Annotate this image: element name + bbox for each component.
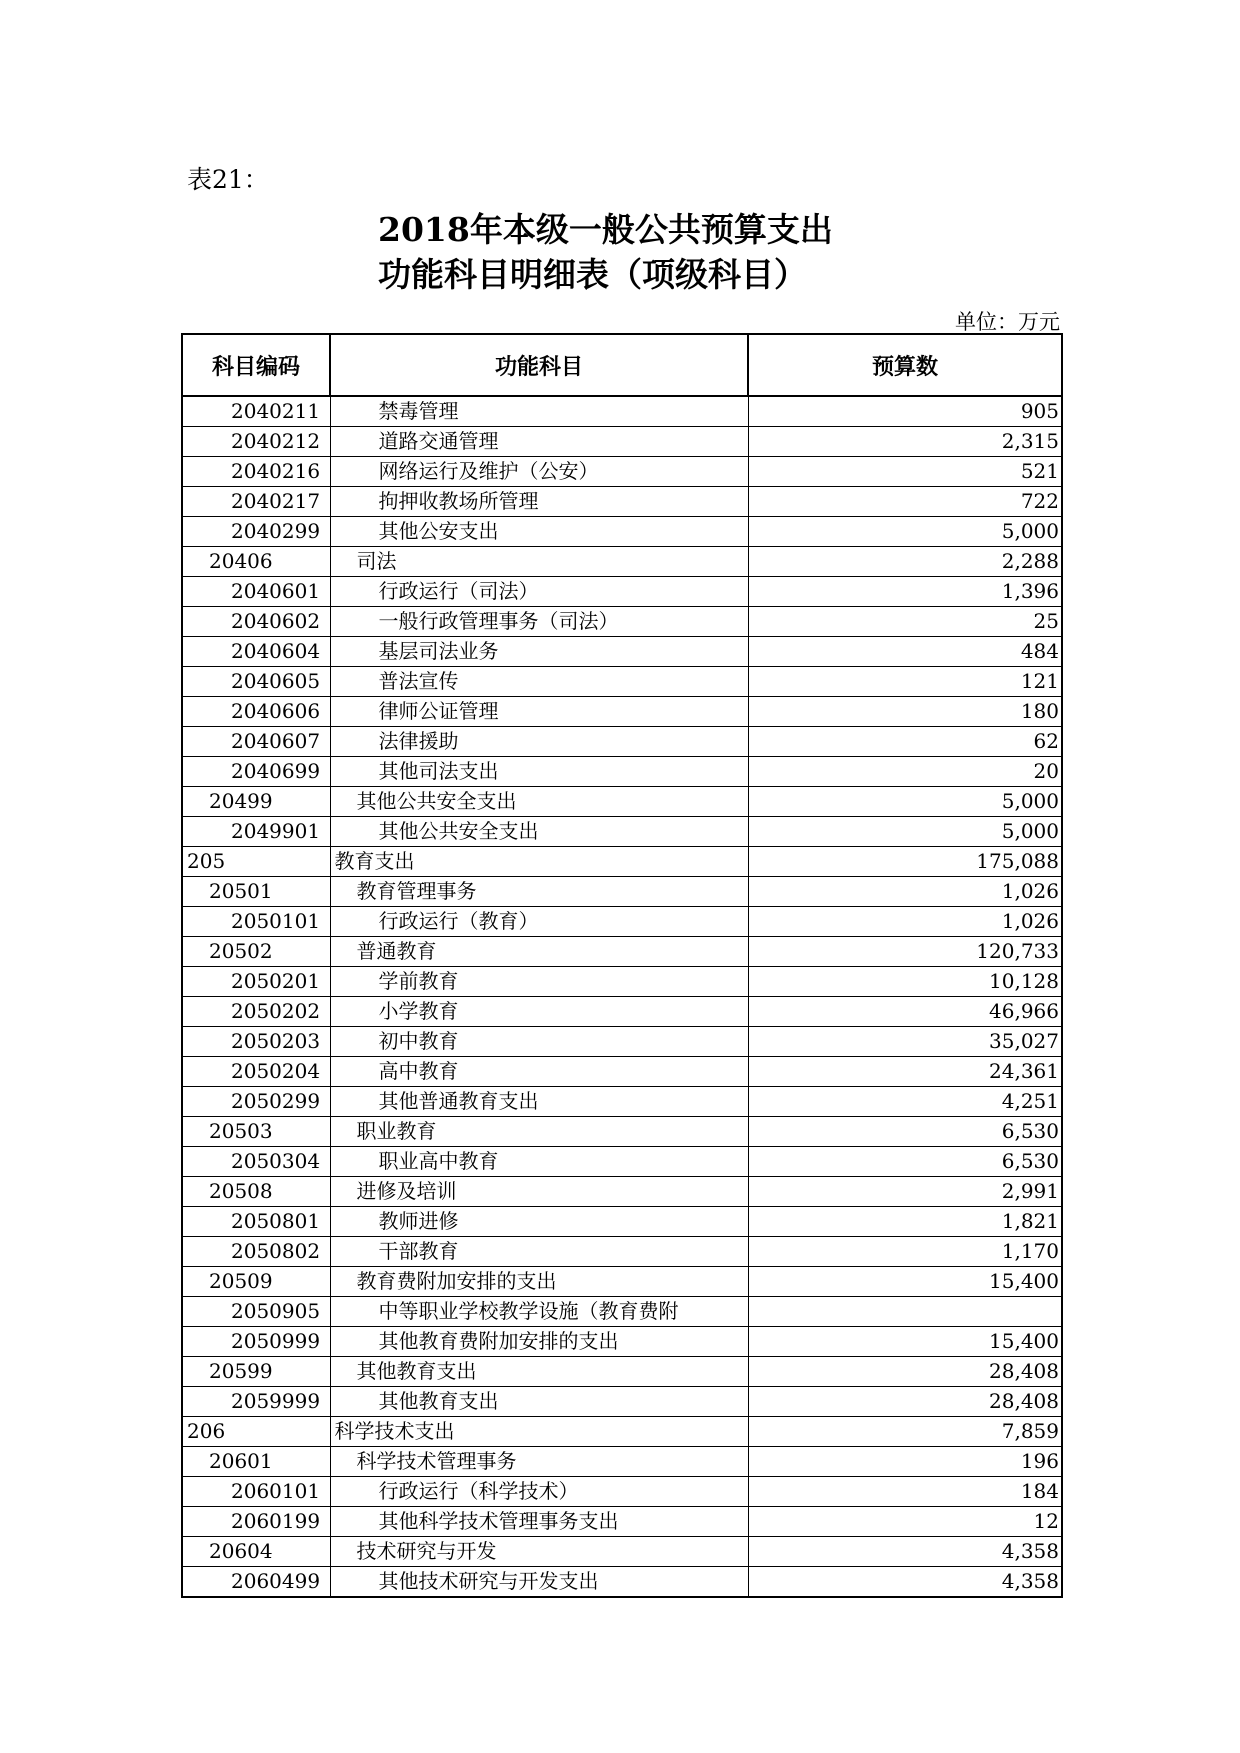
cell-amount: 184 — [748, 1477, 1062, 1507]
cell-code: 20503 — [182, 1117, 330, 1147]
cell-function: 司法 — [330, 547, 748, 577]
cell-amount: 5,000 — [748, 517, 1062, 547]
table-row — [182, 817, 1062, 847]
cell-function: 教育费附加安排的支出 — [330, 1267, 748, 1297]
cell-function: 进修及培训 — [330, 1177, 748, 1207]
cell-function: 干部教育 — [330, 1237, 748, 1267]
cell-amount: 10,128 — [748, 967, 1062, 997]
table-label: 表21： — [187, 165, 269, 194]
cell-function: 律师公证管理 — [330, 697, 748, 727]
table-body — [182, 396, 1062, 1597]
table-row — [182, 396, 1062, 427]
cell-amount: 905 — [748, 396, 1062, 427]
cell-function: 科学技术管理事务 — [330, 1447, 748, 1477]
table-row — [182, 457, 1062, 487]
table-row — [182, 1567, 1062, 1598]
table-row — [182, 1087, 1062, 1117]
cell-function: 科学技术支出 — [330, 1417, 748, 1447]
table-row — [182, 1387, 1062, 1417]
cell-code: 20499 — [182, 787, 330, 817]
cell-amount: 4,251 — [748, 1087, 1062, 1117]
cell-amount: 180 — [748, 697, 1062, 727]
cell-amount: 722 — [748, 487, 1062, 517]
cell-amount: 46,966 — [748, 997, 1062, 1027]
cell-amount: 4,358 — [748, 1567, 1062, 1598]
column-header-amount: 预算数 — [748, 334, 1062, 396]
cell-code: 206 — [182, 1417, 330, 1447]
table-row — [182, 847, 1062, 877]
cell-amount: 1,396 — [748, 577, 1062, 607]
table-row — [182, 427, 1062, 457]
cell-amount: 15,400 — [748, 1327, 1062, 1357]
cell-code: 2050204 — [182, 1057, 330, 1087]
cell-function: 技术研究与开发 — [330, 1537, 748, 1567]
table-row — [182, 1147, 1062, 1177]
cell-function: 中等职业学校教学设施（教育费附 — [330, 1297, 748, 1327]
table-row — [182, 1357, 1062, 1387]
cell-code: 2049901 — [182, 817, 330, 847]
cell-code: 2060199 — [182, 1507, 330, 1537]
table-row — [182, 1237, 1062, 1267]
cell-function: 基层司法业务 — [330, 637, 748, 667]
cell-amount: 62 — [748, 727, 1062, 757]
cell-amount: 1,026 — [748, 907, 1062, 937]
table-row — [182, 997, 1062, 1027]
cell-code: 2040217 — [182, 487, 330, 517]
table-row — [182, 1117, 1062, 1147]
cell-amount: 35,027 — [748, 1027, 1062, 1057]
table-row — [182, 1417, 1062, 1447]
cell-code: 20508 — [182, 1177, 330, 1207]
cell-function: 初中教育 — [330, 1027, 748, 1057]
cell-amount: 15,400 — [748, 1267, 1062, 1297]
cell-amount: 6,530 — [748, 1147, 1062, 1177]
page-title-line-2: 功能科目明细表（项级科目） — [378, 255, 807, 294]
table-row — [182, 787, 1062, 817]
cell-amount: 28,408 — [748, 1387, 1062, 1417]
cell-function: 其他科学技术管理事务支出 — [330, 1507, 748, 1537]
cell-amount: 2,288 — [748, 547, 1062, 577]
table-row — [182, 667, 1062, 697]
cell-code: 2040605 — [182, 667, 330, 697]
table-row — [182, 937, 1062, 967]
cell-code: 2040211 — [182, 396, 330, 427]
cell-code: 2050203 — [182, 1027, 330, 1057]
table-row — [182, 877, 1062, 907]
budget-table — [181, 333, 1063, 1598]
table-row — [182, 1207, 1062, 1237]
cell-function: 其他教育支出 — [330, 1387, 748, 1417]
cell-function: 高中教育 — [330, 1057, 748, 1087]
cell-code: 2060101 — [182, 1477, 330, 1507]
cell-code: 2050202 — [182, 997, 330, 1027]
cell-function: 网络运行及维护（公安） — [330, 457, 748, 487]
cell-function: 其他司法支出 — [330, 757, 748, 787]
cell-function: 行政运行（司法） — [330, 577, 748, 607]
table-row — [182, 757, 1062, 787]
cell-amount: 25 — [748, 607, 1062, 637]
cell-function: 职业高中教育 — [330, 1147, 748, 1177]
table-row — [182, 697, 1062, 727]
table-row — [182, 1477, 1062, 1507]
cell-code: 2050101 — [182, 907, 330, 937]
table-row — [182, 1267, 1062, 1297]
table-row — [182, 1537, 1062, 1567]
cell-amount: 7,859 — [748, 1417, 1062, 1447]
cell-code: 20599 — [182, 1357, 330, 1387]
cell-function: 其他公共安全支出 — [330, 817, 748, 847]
cell-amount: 5,000 — [748, 817, 1062, 847]
cell-function: 教师进修 — [330, 1207, 748, 1237]
table-row — [182, 1057, 1062, 1087]
table-row — [182, 577, 1062, 607]
cell-amount: 196 — [748, 1447, 1062, 1477]
table-row — [182, 637, 1062, 667]
cell-amount: 2,315 — [748, 427, 1062, 457]
cell-code: 2040606 — [182, 697, 330, 727]
table-row — [182, 1027, 1062, 1057]
table-row — [182, 547, 1062, 577]
cell-code: 20502 — [182, 937, 330, 967]
cell-function: 普法宣传 — [330, 667, 748, 697]
table-header-row — [182, 334, 1062, 396]
column-header-function: 功能科目 — [330, 334, 748, 396]
cell-function: 学前教育 — [330, 967, 748, 997]
cell-amount: 175,088 — [748, 847, 1062, 877]
cell-code: 2040602 — [182, 607, 330, 637]
cell-code: 2050304 — [182, 1147, 330, 1177]
column-header-code: 科目编码 — [182, 334, 330, 396]
cell-code: 2040299 — [182, 517, 330, 547]
cell-function: 一般行政管理事务（司法） — [330, 607, 748, 637]
cell-code: 2050299 — [182, 1087, 330, 1117]
cell-code: 2050999 — [182, 1327, 330, 1357]
cell-code: 2050802 — [182, 1237, 330, 1267]
cell-function: 教育支出 — [330, 847, 748, 877]
table-row — [182, 727, 1062, 757]
cell-function: 其他教育费附加安排的支出 — [330, 1327, 748, 1357]
cell-code: 2050905 — [182, 1297, 330, 1327]
cell-amount: 4,358 — [748, 1537, 1062, 1567]
table-row — [182, 1327, 1062, 1357]
cell-code: 205 — [182, 847, 330, 877]
cell-function: 法律援助 — [330, 727, 748, 757]
cell-amount: 521 — [748, 457, 1062, 487]
cell-function: 普通教育 — [330, 937, 748, 967]
cell-code: 20509 — [182, 1267, 330, 1297]
cell-code: 2040601 — [182, 577, 330, 607]
cell-code: 2040212 — [182, 427, 330, 457]
table-row — [182, 1507, 1062, 1537]
cell-code: 20406 — [182, 547, 330, 577]
cell-code: 20604 — [182, 1537, 330, 1567]
cell-function: 行政运行（科学技术） — [330, 1477, 748, 1507]
cell-code: 2059999 — [182, 1387, 330, 1417]
cell-amount: 28,408 — [748, 1357, 1062, 1387]
cell-amount: 121 — [748, 667, 1062, 697]
table-row — [182, 517, 1062, 547]
cell-code: 20601 — [182, 1447, 330, 1477]
table-row — [182, 967, 1062, 997]
cell-code: 2040699 — [182, 757, 330, 787]
cell-amount: 24,361 — [748, 1057, 1062, 1087]
cell-amount: 1,821 — [748, 1207, 1062, 1237]
cell-function: 职业教育 — [330, 1117, 748, 1147]
cell-amount: 1,026 — [748, 877, 1062, 907]
cell-amount: 120,733 — [748, 937, 1062, 967]
cell-code: 20501 — [182, 877, 330, 907]
cell-amount: 20 — [748, 757, 1062, 787]
table-row — [182, 1447, 1062, 1477]
unit-label: 单位：万元 — [955, 310, 1060, 334]
cell-amount: 5,000 — [748, 787, 1062, 817]
cell-amount: 6,530 — [748, 1117, 1062, 1147]
table-row — [182, 1297, 1062, 1327]
cell-code: 2040604 — [182, 637, 330, 667]
cell-function: 教育管理事务 — [330, 877, 748, 907]
cell-amount — [748, 1297, 1062, 1327]
table-row — [182, 907, 1062, 937]
cell-function: 道路交通管理 — [330, 427, 748, 457]
table-row — [182, 1177, 1062, 1207]
cell-function: 小学教育 — [330, 997, 748, 1027]
cell-amount: 12 — [748, 1507, 1062, 1537]
table-row — [182, 607, 1062, 637]
cell-amount: 484 — [748, 637, 1062, 667]
table-row — [182, 487, 1062, 517]
cell-function: 其他公共安全支出 — [330, 787, 748, 817]
cell-function: 其他普通教育支出 — [330, 1087, 748, 1117]
cell-function: 其他公安支出 — [330, 517, 748, 547]
page-title-line-1: 2018年本级一般公共预算支出 — [378, 210, 833, 249]
cell-code: 2040607 — [182, 727, 330, 757]
cell-amount: 2,991 — [748, 1177, 1062, 1207]
cell-function: 其他教育支出 — [330, 1357, 748, 1387]
cell-code: 2050801 — [182, 1207, 330, 1237]
cell-amount: 1,170 — [748, 1237, 1062, 1267]
cell-function: 拘押收教场所管理 — [330, 487, 748, 517]
cell-function: 行政运行（教育） — [330, 907, 748, 937]
cell-function: 禁毒管理 — [330, 396, 748, 427]
cell-code: 2050201 — [182, 967, 330, 997]
cell-code: 2060499 — [182, 1567, 330, 1598]
cell-function: 其他技术研究与开发支出 — [330, 1567, 748, 1598]
cell-code: 2040216 — [182, 457, 330, 487]
